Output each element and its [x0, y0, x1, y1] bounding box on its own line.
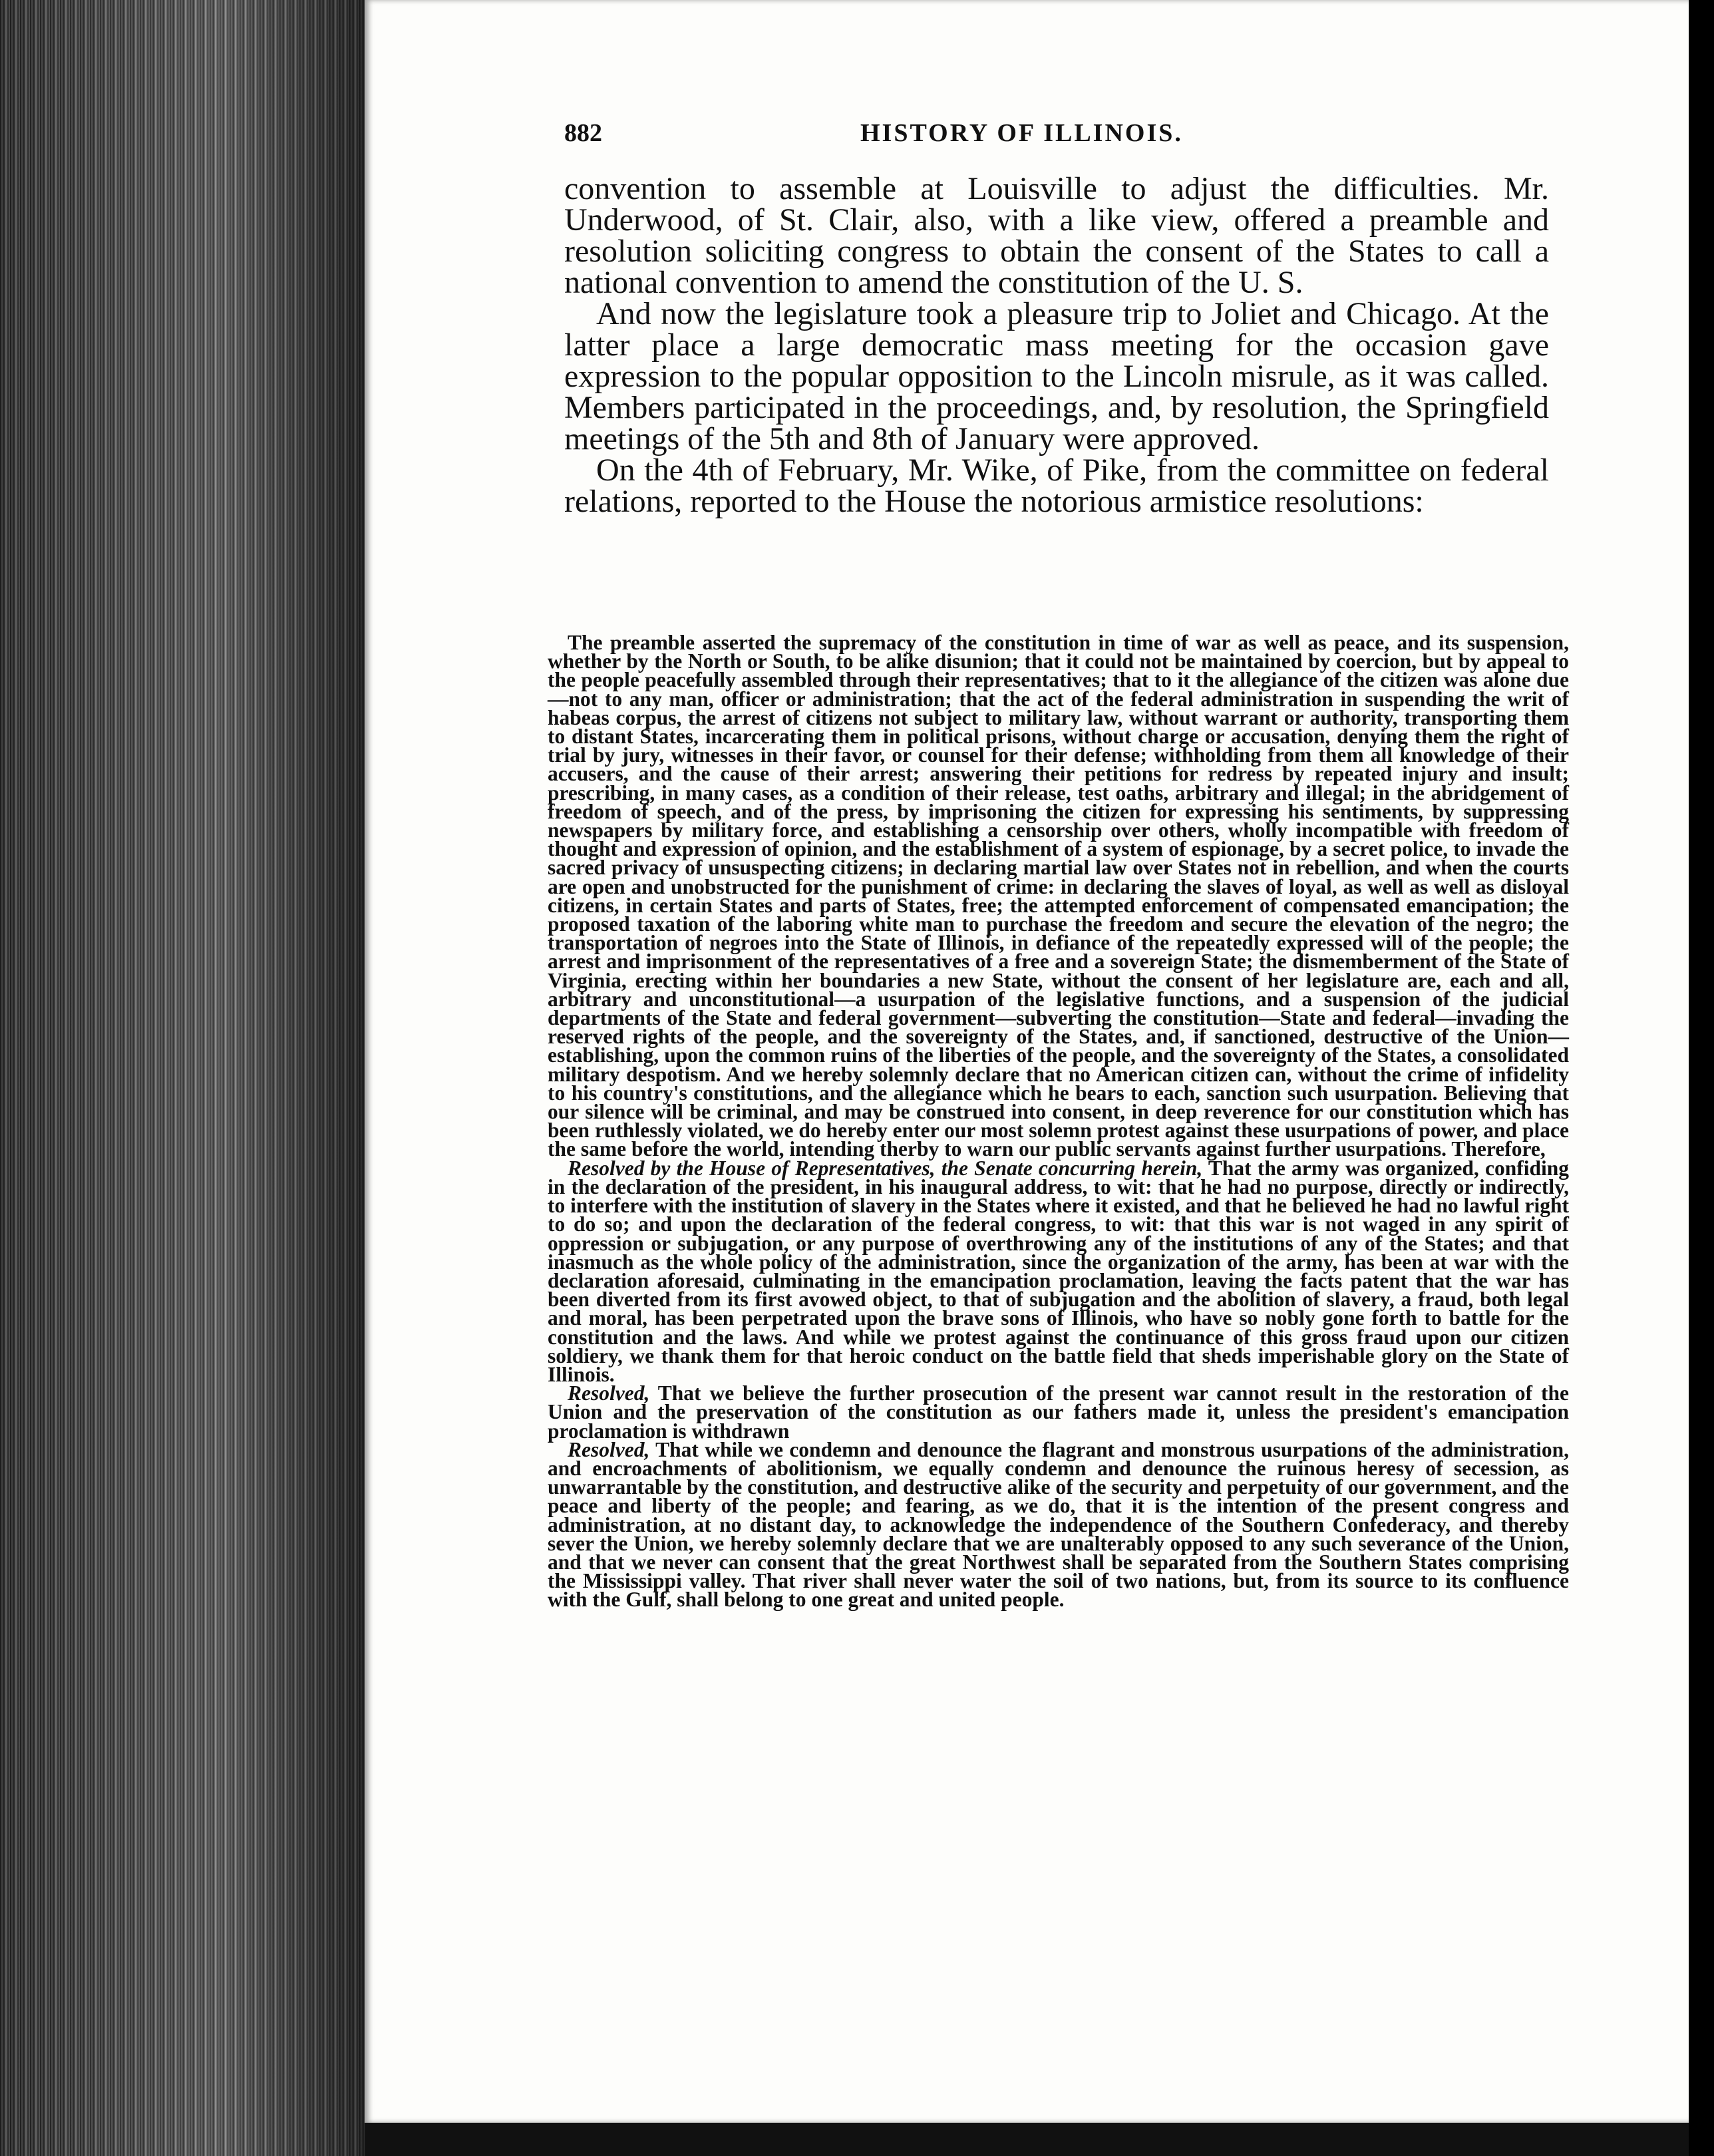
scan-border-bottom: [365, 2123, 1689, 2156]
resolution-2-text: That we believe the further prosecution of the present war cannot result in the restoration of the Union and the preservation of the constitution as our fathers made it, unless the president's emancipation proclamation is withdrawn: [548, 1381, 1570, 1443]
preamble-text: The preamble asserted the supremacy of the constitution in time of war as well as peace, and its suspension, whether by the North or South, to be alike disunion; that it could not be maintained by coercion, but by appeal to the people peacefully assembled through their representatives; that to it the allegiance of the citizen was alone due—not to any man, officer or administration; that the act of the federal administration in suspending the writ of habeas corpus, the arrest of citizens not subject to military law, without warrant or authority, transporting them to distant States, incarcerating them in political prisons, without charge or accusation, denying them the right of trial by jury, witnesses in their favor, or counsel for their defense; withholding from them all knowledge of their accusers, and the cause of their arrest; answering their petitions for redress by repeated injury and insult; prescribing, in many cases, as a condition of their release, test oaths, arbitrary and illegal; in the abridgement of freedom of speech, and of the press, by imprisoning the citizen for expressing his sentiments, by suppressing newspapers by military force, and establishing a censorship over others, wholly incompatible with freedom of thought and expression of opinion, and the establishment of a system of espionage, by a secret police, to invade the sacred privacy of unsuspecting citizens; in declaring martial law over States not in rebellion, and when the courts are open and unobstructed for the punishment of crime: in declaring the slaves of loyal, as well as well as disloyal citizens, in certain States and parts of States, free; the attempted enforcement of compensated emancipation; the proposed taxation of the laboring white man to purchase the freedom and secure the elevation of the negro; the transportation of negroes into the State of Illinois, in defiance of the repeatedly expressed will of the people; the arrest and imprisonment of the representatives of a free and a sovereign State; the dismemberment of the State of Virginia, erecting within her boundaries a new State, without the consent of her legislature are, each and all, arbitrary and unconstitutional—a usurpation of the legislative functions, and a suspension of the judicial departments of the State and federal government—subverting the constitution—State and federal—invading the reserved rights of the people, and the sovereignty of the States, and, if sanctioned, destructive of the Union—establishing, upon the common ruins of the liberties of the people, and the sovereignty of the States, a consolidated military despotism. And we hereby solemnly declare that no American citizen can, without the crime of infidelity to his country's constitutions, and the allegiance which he bears to each, sanction such usurpation. Believing that our silence will be criminal, and may be construed into consent, in deep reverence for our constitution which has been ruthlessly violated, we do hereby enter our most solemn protest against these usurpations of power, and place the same before the world, intending therby to warn our public servants against further usurpations. Therefore,: [548, 631, 1569, 1161]
scan-border-right: [1689, 0, 1714, 2156]
resolution-2-lead: Resolved,: [568, 1381, 650, 1405]
resolution-3-text: That while we condemn and denounce the flagrant and monstrous usurpations of the administration, and encroachments of abolitionism, we equally condemn and denounce the ruinous heresy of secession, as unwarrantable by the constitution, and destructive alike of the security and perpetuity of our government, and the peace and liberty of the people; and fearing, as we do, that it is the intention of the present congress and administration, at no distant day, to acknowledge the independence of the Southern Confederacy, and thereby sever the Union, we hereby solemnly declare that we are unalterably opposed to any such severance of the Union, and that we never can consent that the great Northwest shall be separated from the Southern States comprising the Mississippi valley. That river shall never water the soil of two nations, but, from its source to its confluence with the Gulf, shall belong to one great and united people.: [548, 1437, 1569, 1612]
book-page: [365, 0, 1689, 2123]
resolution-1: [548, 1156, 1570, 1386]
paragraph-2: And now the legislature took a pleasure trip to Joliet and Chicago. At the latter place a large democratic mass meeting for the occasion gave expression to the popular opposition to the Lincoln misrule, as it was called. Members participated in the proceedings, and, by resolution, the Springfield meetings of the 5th and 8th of January were approved.: [564, 296, 1549, 456]
resolution-1-text: That the army was organized, confiding in the declaration of the president, in his inaugural address, to wit: that he had no purpose, directly or indirectly, to interfere with the institution of slavery in the States where it existed, and that he believed he had no lawful right to do so; and upon the declaration of the federal congress, to wit: that this war is not waged in any spirit of oppression or subjugation, or any purpose of overthrowing any of the institutions of any of the States; and that inasmuch as the whole policy of the administration, since the organization of the army, has been at war with the declaration aforesaid, culminating in the emancipation proclamation, leaving the facts patent that the war has been diverted from its first avowed object, to that of subjugation and the abolition of slavery, a fraud, both legal and moral, has been perpetrated upon the brave sons of Illinois, who have so nobly gone forth to battle for the constitution and the laws. And while we protest against the continuance of this gross fraud upon our citizen soldiery, we thank them for that heroic conduct on the battle field that sheds imperishable glory on the State of Illinois.: [548, 1156, 1570, 1386]
book-page-edges: [0, 0, 373, 2156]
resolution-3: [548, 1437, 1569, 1612]
resolution-2: [548, 1381, 1570, 1443]
paragraph-3: On the 4th of February, Mr. Wike, of Pike, from the committee on federal relations, reported to the House the notorious armistice resolutions:: [564, 452, 1549, 519]
page-header: [564, 118, 1549, 158]
resolution-1-lead: Resolved by the House of Representatives, the Senate concurring herein,: [568, 1156, 1203, 1180]
running-head: HISTORY OF ILLINOIS.: [860, 119, 1183, 147]
paragraph-1: convention to assemble at Louisville to adjust the difficulties. Mr. Underwood, of St. Clair, also, with a like view, offered a preamble and resolution soliciting congress to obtain the consent of the States to call a national convention to amend the constitution of the U. S.: [564, 171, 1549, 300]
quoted-resolutions: [548, 633, 1569, 1610]
main-text: [564, 173, 1549, 517]
page-number: 882: [564, 119, 602, 147]
resolution-3-lead: Resolved,: [568, 1437, 650, 1461]
